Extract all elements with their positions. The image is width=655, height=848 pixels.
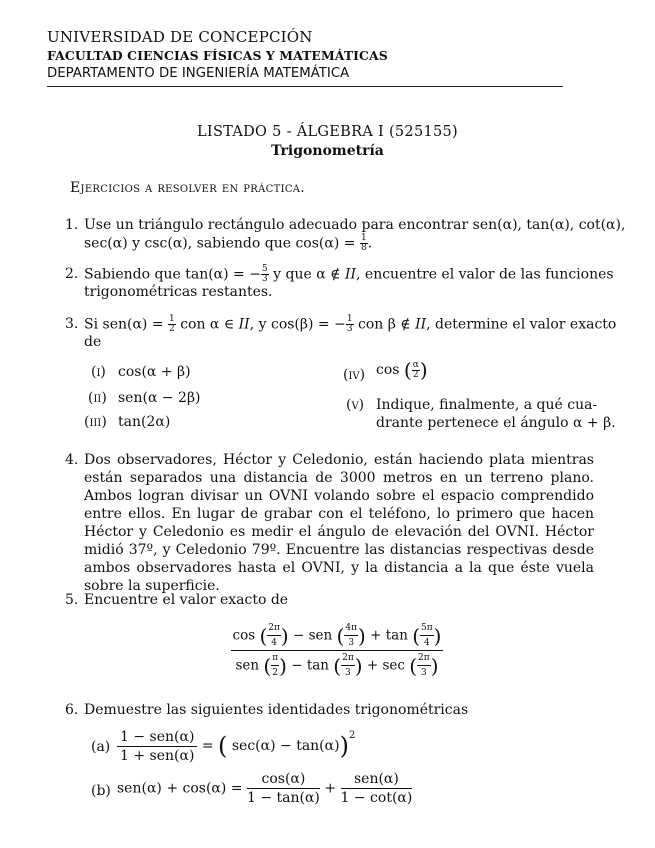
fraction: $\frac{1}{3}$	[346, 314, 353, 334]
problem-6-number: 6.	[65, 702, 79, 718]
problem-6-part-b-label: (b)	[91, 783, 111, 799]
problem-3-part-i-label: (i)	[91, 364, 106, 380]
problem-3-part-i-expr: cos(α + β)	[118, 364, 191, 380]
problem-3-part-v-line-1: Indique, finalmente, a qué cua-	[376, 397, 598, 413]
problem-3-part-ii-expr: sen(α − 2β)	[118, 390, 201, 406]
problem-2-line-1: Sabiendo que tan(α) = − $\frac{5}{3}$ y que α ∉ II, encuentre el valor de las funciones	[84, 264, 614, 284]
fraction: $\frac{1}{8}$	[360, 233, 367, 253]
problem-3-line-1: Si sen(α) = $\frac{1}{2}$ con α ∈ II, y cos(β) = − $\frac{1}{3}$ con β ∉ II, determine el valor exacto	[84, 314, 617, 334]
problem-3-part-iii-expr: tan(2α)	[118, 414, 171, 430]
problem-5-expression: cos ( $\frac{2\pi}{4}$ ) − sen ( $\frac{4\pi}{3}$ ) + tan ( $\frac{5\pi}{4}$ ) sen ( $\frac{\pi}{2}$ ) − tan ( $\frac{2\pi}{3}$ ) + sec ( $\frac{2\pi}{3}$ )	[232, 623, 442, 678]
problem-3-part-iv-label: (iv)	[343, 367, 366, 383]
problem-3-line-2: de	[84, 334, 102, 350]
problem-5-number: 5.	[65, 592, 79, 608]
problem-2-number: 2.	[65, 266, 79, 282]
fraction: $\frac{1}{2}$	[169, 314, 175, 334]
problem-2-line-2: trigonométricas restantes.	[84, 284, 273, 300]
header-rule	[47, 86, 563, 87]
problem-6-part-a-expr: 1 − sen(α) 1 + sen(α) = ( sec(α) − tan(α))$^2$	[117, 727, 355, 764]
problem-6-part-a-label: (a)	[91, 739, 111, 755]
document-subtitle: Trigonometría	[271, 143, 384, 159]
fraction: $\frac{5}{3}$	[261, 264, 268, 284]
problem-3-part-v-line-2: drante pertenece el ángulo α + β.	[376, 415, 616, 431]
problem-4-text: Dos observadores, Héctor y Celedonio, están haciendo plata mientras están separados una distancia de 3000 metros en un terreno plano. Ambos logran divisar un OVNI volando sobre el espacio comprendido entre ellos. En lugar de grabar con el teléfono, lo primero que hacen Héctor y Celedonio es medir el ángulo de elevación del OVNI. Héctor midió 37º, y Celedonio 79º. Encuentre las distancias respectivas desde ambos observadores hasta el OVNI, y la distancia a la que éste vuela sobre la superficie.	[84, 452, 594, 594]
problem-3-part-v-label: (v)	[346, 397, 365, 413]
problem-6-text: Demuestre las siguientes identidades trigonométricas	[84, 702, 469, 718]
problem-5-text: Encuentre el valor exacto de	[84, 592, 289, 608]
problem-3-number: 3.	[65, 316, 79, 332]
problem-4-number: 4.	[65, 452, 79, 468]
faculty-name: FACULTAD CIENCIAS FÍSICAS Y MATEMÁTICAS	[47, 48, 388, 63]
problem-3-part-iii-label: (iii)	[84, 414, 107, 430]
problem-6-part-b-expr: sen(α) + cos(α) = $\frac{\cos(\alpha)}{1 - \tan(\alpha)}$ + sen(α) 1 − cot(α)	[117, 771, 413, 806]
problem-3-part-ii-label: (ii)	[88, 390, 107, 406]
problem-1-line-2: sec(α) y csc(α), sabiendo que cos(α) = $\frac{1}{8}$ .	[84, 233, 373, 253]
fraction: $\frac{\alpha}{2}$	[412, 359, 419, 380]
problem-3-part-iv-expr: cos ( $\frac{\alpha}{2}$ )	[376, 358, 428, 382]
problem-1-number: 1.	[65, 217, 79, 233]
university-name: UNIVERSIDAD DE CONCEPCIÓN	[47, 28, 313, 46]
document-title: LISTADO 5 - ÁLGEBRA I (525155)	[196, 124, 459, 140]
section-heading: Ejercicios a resolver en práctica.	[70, 180, 306, 196]
department-name: DEPARTAMENTO DE INGENIERÍA MATEMÁTICA	[47, 66, 350, 81]
problem-1-line-1: Use un triángulo rectángulo adecuado para encontrar sen(α), tan(α), cot(α),	[84, 217, 626, 233]
